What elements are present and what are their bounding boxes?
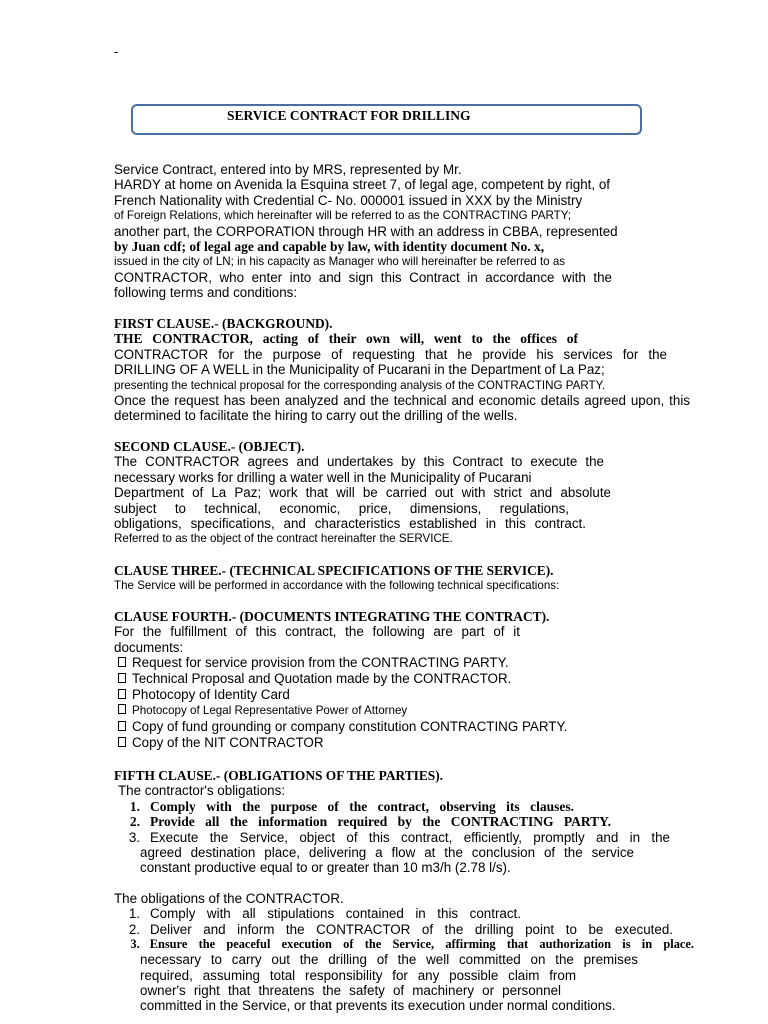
clause-line: CONTRACTOR for the purpose of requesting that he provide his services for the: [114, 346, 667, 362]
intro-line: CONTRACTOR, who enter into and sign this Contract in accordance with the: [114, 269, 612, 285]
first-clause: [114, 316, 694, 424]
clause-line: subject to technical, economic, price, dimensions, regulations,: [114, 500, 569, 516]
obligations-subheading: The obligations of the CONTRACTOR.: [114, 890, 344, 906]
second-clause: [114, 439, 694, 547]
numbered-item: 1. Comply with all stipulations contained in this contract.: [128, 906, 521, 922]
clause-line: DRILLING OF A WELL in the Municipality of Pucarani in the Department of La Paz;: [114, 362, 605, 378]
clause-line: Referred to as the object of the contract hereinafter the SERVICE.: [114, 532, 453, 546]
first-clause-heading: FIRST CLAUSE.- (BACKGROUND).: [114, 316, 333, 331]
numbered-item-continuation: agreed destination place, delivering a flow at the conclusion of the service: [140, 844, 634, 860]
fifth-clause: [114, 768, 694, 1014]
numbered-item: 1. Comply with the purpose of the contract, observing its clauses.: [129, 798, 574, 814]
checkbox-glyph-icon: [118, 721, 126, 731]
document-title: SERVICE CONTRACT FOR DRILLING: [227, 108, 471, 123]
document-list-item: Technical Proposal and Quotation made by the CONTRACTOR.: [114, 671, 694, 687]
second-clause-heading: SECOND CLAUSE.- (OBJECT).: [114, 439, 305, 454]
clause-line: Once the request has been analyzed and the technical and economic details agreed upon, this: [114, 392, 690, 408]
checkbox-glyph-icon: [118, 689, 126, 699]
clause-line: obligations, specifications, and characteristics established in this contract.: [114, 515, 586, 531]
fourth-clause-heading: CLAUSE FOURTH.- (DOCUMENTS INTEGRATING THE CONTRACT).: [114, 609, 550, 624]
clause-line: The CONTRACTOR agrees and undertakes by this Contract to execute the: [114, 454, 604, 470]
fourth-clause: [114, 609, 694, 751]
checkbox-glyph-icon: [118, 704, 126, 714]
clause-line: presenting the technical proposal for the corresponding analysis of the CONTRACTING PARTY.: [114, 378, 606, 392]
clause-line: For the fulfillment of this contract, the following are part of it: [114, 624, 520, 640]
intro-line: HARDY at home on Avenida la Esquina street 7, of legal age, competent by right, of: [114, 177, 611, 193]
numbered-item-continuation: constant productive equal to or greater than 10 m3/h (2.78 l/s).: [140, 860, 511, 876]
intro-line: another part, the CORPORATION through HR with an address in CBBA, represented: [114, 223, 618, 239]
title-box: [131, 104, 642, 135]
clause-line: Department of La Paz; work that will be carried out with strict and absolute: [114, 485, 611, 501]
numbered-item-continuation: necessary to carry out the drilling of the well committed on the premises: [140, 952, 638, 968]
intro-paragraph: [114, 162, 694, 301]
numbered-item: 2. Provide all the information required by the CONTRACTING PARTY.: [129, 814, 611, 830]
document-list-item: Photocopy of Legal Representative Power of Attorney: [114, 703, 694, 719]
numbered-item-continuation: owner's right that threatens the safety of machinery or personnel: [140, 983, 561, 999]
document-list-item: Copy of the NIT CONTRACTOR: [114, 735, 694, 751]
clause-line: documents:: [114, 639, 184, 655]
obligations-subheading: The contractor's obligations:: [118, 783, 286, 799]
intro-line: of Foreign Relations, which hereinafter will be referred to as the CONTRACTING PARTY;: [114, 209, 571, 223]
numbered-item-continuation: committed in the Service, or that prevents its execution under normal conditions.: [140, 998, 616, 1014]
intro-line: French Nationality with Credential C- No. 000001 issued in XXX by the Ministry: [114, 192, 583, 208]
intro-line: issued in the city of LN; in his capacity as Manager who will hereinafter be referred to as: [114, 255, 566, 269]
clause-line: determined to facilitate the hiring to carry out the drilling of the wells.: [114, 408, 518, 424]
checkbox-glyph-icon: [118, 673, 126, 683]
third-clause: [114, 563, 694, 594]
intro-line: by Juan cdf; of legal age and capable by law, with identity document No. x,: [114, 238, 545, 254]
numbered-item: 3. Ensure the peaceful execution of the Service, affirming that authorization is in place.: [130, 936, 694, 951]
intro-line: following terms and conditions:: [114, 285, 298, 301]
checkbox-glyph-icon: [118, 737, 126, 747]
document-list-item: Photocopy of Identity Card: [114, 687, 694, 703]
document-list-item: Request for service provision from the CONTRACTING PARTY.: [114, 655, 694, 671]
numbered-item: 2. Deliver and inform the CONTRACTOR of the drilling point to be executed.: [128, 921, 673, 937]
checkbox-glyph-icon: [118, 657, 126, 667]
intro-line: Service Contract, entered into by MRS, represented by Mr.: [114, 162, 462, 177]
numbered-item-continuation: required, assuming total responsibility for any possible claim from: [140, 967, 576, 983]
clause-line: The Service will be performed in accordance with the following technical specifications:: [114, 579, 560, 593]
page-dash: -: [114, 44, 119, 59]
clause-line: THE CONTRACTOR, acting of their own will, went to the offices of: [114, 331, 578, 347]
numbered-item: 3. Execute the Service, object of this contract, efficiently, promptly and in the: [128, 829, 670, 845]
third-clause-heading: CLAUSE THREE.- (TECHNICAL SPECIFICATIONS OF THE SERVICE).: [114, 563, 554, 578]
document-list-item: Copy of fund grounding or company constitution CONTRACTING PARTY.: [114, 719, 694, 735]
fifth-clause-heading: FIFTH CLAUSE.- (OBLIGATIONS OF THE PARTIES).: [114, 768, 444, 783]
clause-line: necessary works for drilling a water well in the Municipality of Pucarani: [114, 469, 532, 485]
